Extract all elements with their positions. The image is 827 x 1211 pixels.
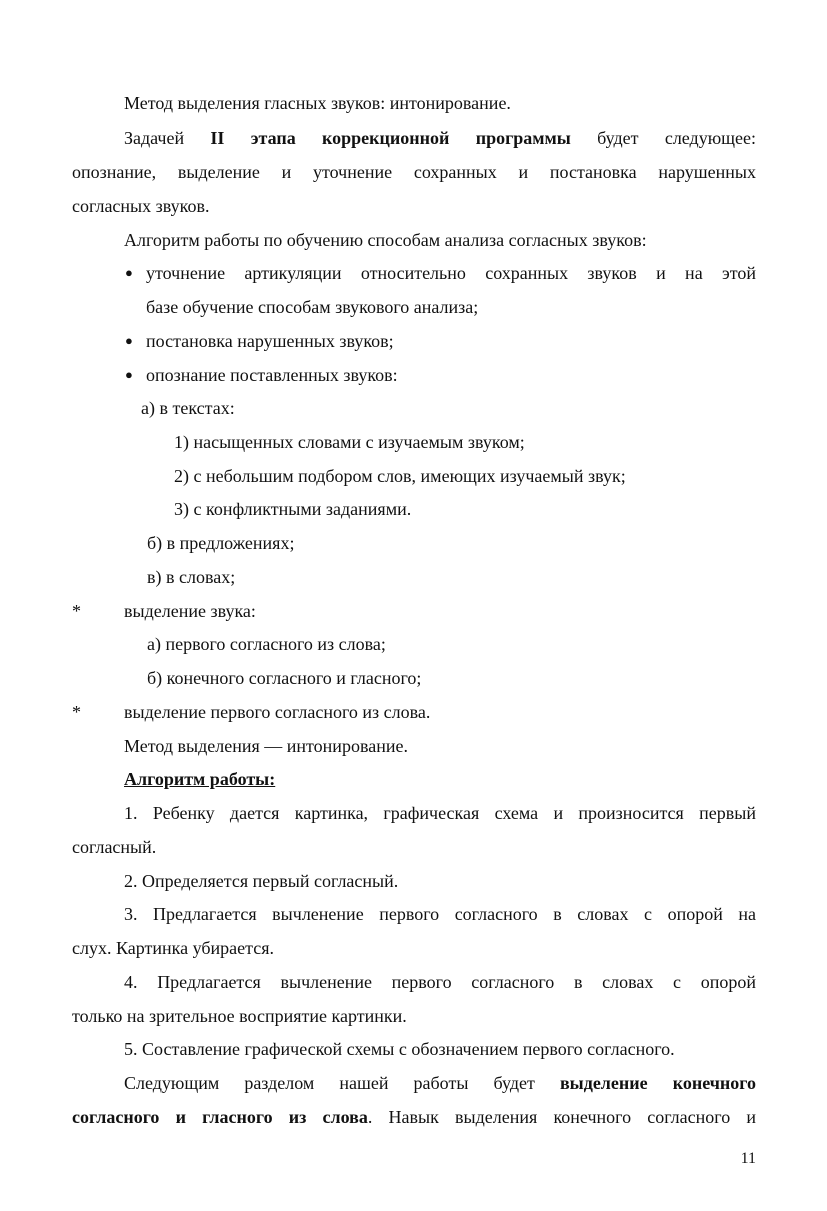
paragraph-line: 5. Составление графической схемы с обозначением первого согласного. [124, 1039, 675, 1059]
paragraph-line: 1. Ребенку дается картинка, графическая схема и произносится первый [124, 803, 756, 823]
paragraph-line: Метод выделения гласных звуков: интонирование. [124, 93, 511, 113]
page-number: 11 [740, 1150, 756, 1167]
bold-phrase: согласного и гласного из слова [72, 1107, 368, 1127]
sub-list-item: б) в предложениях; [147, 533, 295, 553]
paragraph-line: согласного и гласного из слова. Навык выделения конечного согласного и [72, 1107, 757, 1127]
paragraph-line: опознание, выделение и уточнение сохранных и постановка нарушенных [72, 162, 756, 182]
sub-list-item: а) в текстах: [141, 398, 235, 418]
paragraph-line: слух. Картинка убирается. [72, 938, 274, 958]
paragraph-line: согласный. [72, 837, 157, 857]
list-item-continuation: базе обучение способам звукового анализа; [146, 297, 479, 317]
paragraph-line: Алгоритм работы по обучению способам анализа согласных звуков: [124, 230, 647, 250]
sub-list-item: а) первого согласного из слова; [147, 634, 386, 654]
bullet-icon: ● [125, 367, 133, 382]
sub-list-item: 2) с небольшим подбором слов, имеющих изучаемый звук; [174, 466, 626, 486]
bold-phrase: II этапа коррекционной программы [210, 128, 571, 148]
paragraph-line: 3. Предлагается вычленение первого согласного в словах с опорой на [124, 904, 756, 924]
sub-list-item: б) конечного согласного и гласного; [147, 668, 422, 688]
bullet-icon: ● [125, 265, 133, 280]
paragraph-line: 4. Предлагается вычленение первого согласного в словах с опорой [124, 972, 756, 992]
sub-list-item: в) в словах; [147, 567, 236, 587]
paragraph-line: Задачей II этапа коррекционной программы будет следующее: [124, 128, 757, 148]
star-marker: * [72, 601, 81, 621]
bold-phrase: выделение конечного [559, 1073, 757, 1093]
paragraph-line: Метод выделения — интонирование. [124, 736, 408, 756]
paragraph-line: только на зрительное восприятие картинки. [72, 1006, 407, 1026]
list-item: выделение первого согласного из слова. [124, 702, 431, 722]
sub-list-item: 1) насыщенных словами с изучаемым звуком; [174, 432, 525, 452]
list-item: уточнение артикуляции относительно сохранных звуков и на этой [146, 263, 756, 283]
paragraph-line: согласных звуков. [72, 196, 210, 216]
list-item: опознание поставленных звуков: [146, 365, 398, 385]
bullet-icon: ● [125, 333, 133, 348]
sub-list-item: 3) с конфликтными заданиями. [174, 499, 412, 519]
list-item: постановка нарушенных звуков; [146, 331, 394, 351]
list-item: выделение звука: [124, 601, 256, 621]
paragraph-line: 2. Определяется первый согласный. [124, 871, 399, 891]
paragraph-line: Следующим разделом нашей работы будет выделение конечного [124, 1073, 757, 1093]
section-heading: Алгоритм работы: [124, 769, 276, 789]
star-marker: * [72, 702, 81, 722]
